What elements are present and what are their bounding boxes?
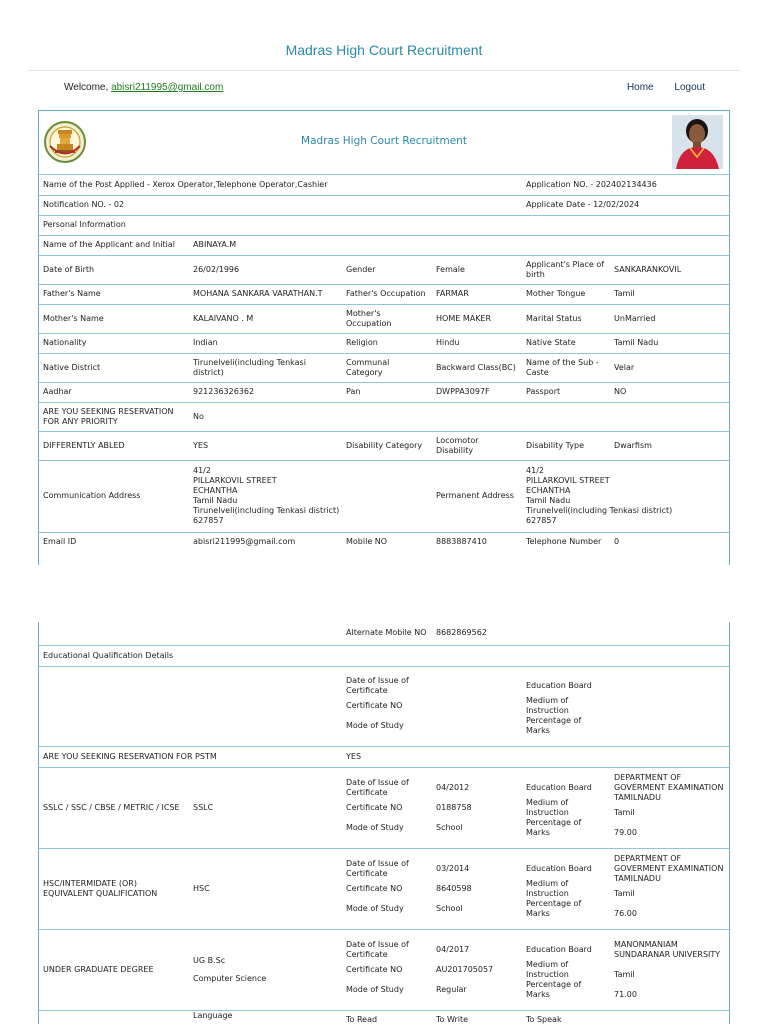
father-value: MOHANA SANKARA VARATHAN.T	[189, 284, 342, 304]
father-occ-value: FARMAR	[432, 284, 522, 304]
to-write-header: To Write	[436, 1015, 469, 1025]
field-label: Medium of Instruction	[526, 878, 569, 898]
field-label: ARE YOU SEEKING RESERVATION FOR PSTM	[39, 746, 342, 767]
alt-mobile-value: 8682869562	[432, 622, 522, 645]
education-course: SSLC	[189, 767, 342, 848]
dis-type-value: Dwarfism	[610, 431, 729, 460]
application-card	[38, 110, 730, 565]
table-row	[39, 532, 729, 552]
table-row	[39, 195, 729, 215]
subcaste-value: Velar	[610, 353, 729, 382]
table-row	[39, 460, 729, 532]
logout-link[interactable]: Logout	[674, 82, 705, 93]
table-row	[39, 848, 729, 929]
field-label: Father's Name	[39, 284, 189, 304]
field-label: Applicant's Place of birth	[522, 255, 610, 284]
state-value: Tamil Nadu	[610, 333, 729, 353]
field-label: Date of Issue of Certificate	[346, 777, 409, 797]
personal-info-table	[39, 175, 729, 552]
education-card	[38, 622, 730, 1024]
top-nav	[609, 82, 705, 93]
date-value: 04/2012	[436, 782, 470, 792]
table-row	[39, 284, 729, 304]
district-value: Tirunelveli(including Tenkasi district)	[189, 353, 342, 382]
section-title: Educational Qualification Details	[39, 645, 729, 666]
home-link[interactable]: Home	[626, 82, 654, 93]
field-label: Gender	[342, 255, 432, 284]
language-label: Language	[193, 1010, 233, 1020]
religion-value: Hindu	[432, 333, 522, 353]
table-row	[39, 1010, 729, 1030]
field-label: Communication Address	[39, 460, 189, 532]
header-divider	[28, 70, 740, 71]
education-table	[39, 622, 729, 1030]
page-title: Madras High Court Recruitment	[285, 42, 483, 58]
priority-value: No	[189, 402, 729, 431]
education-level: UNDER GRADUATE DEGREE	[39, 929, 189, 1010]
application-no: Application NO. - 202402134436	[522, 175, 729, 195]
table-row	[39, 402, 729, 431]
card-title: Madras High Court Recruitment	[301, 135, 467, 147]
education-course: UG B.Sc	[193, 955, 226, 965]
application-date: Applicate Date - 12/02/2024	[522, 195, 729, 215]
table-row	[39, 746, 729, 767]
field-label: Education Board	[526, 863, 592, 873]
field-label: Education Board	[526, 681, 592, 690]
cert-no-value: 8640598	[436, 883, 472, 893]
to-read-header: To Read	[346, 1015, 378, 1025]
telephone-value: 0	[614, 537, 620, 547]
field-label: Telephone Number	[526, 537, 602, 547]
field-label: Education Board	[526, 944, 592, 954]
field-label: Medium of Instruction	[526, 797, 569, 817]
field-label: Date of Birth	[39, 255, 189, 284]
section-title: Personal Information	[39, 215, 729, 235]
community-value: Backward Class(BC)	[432, 353, 522, 382]
education-level: HSC/INTERMIDATE (OR) EQUIVALENT QUALIFICATION	[39, 848, 189, 929]
board-value: MANONMANIAM SUNDARANAR UNIVERSITY	[614, 939, 721, 959]
field-label: Permanent Address	[432, 460, 522, 532]
field-label: Pan	[342, 382, 432, 402]
field-label: Name of the Sub - Caste	[522, 353, 610, 382]
field-label: Aadhar	[39, 382, 189, 402]
table-row	[39, 255, 729, 284]
disabled-value: YES	[189, 431, 342, 460]
table-row	[39, 645, 729, 666]
tongue-value: Tamil	[610, 284, 729, 304]
field-label: Percentage of Marks	[526, 716, 582, 735]
field-label: Percentage of Marks	[526, 898, 582, 918]
to-speak-header: To Speak	[526, 1015, 562, 1025]
field-label: Nationality	[39, 333, 189, 353]
field-label: DIFFERENTLY ABLED	[39, 431, 189, 460]
education-specialisation: Computer Science	[193, 973, 267, 983]
mobile-value: 8883887410	[436, 537, 487, 547]
table-row	[39, 175, 729, 195]
table-row	[39, 235, 729, 255]
table-row	[39, 622, 729, 645]
card-banner	[39, 111, 729, 175]
place-birth-value: SANKARANKOVIL	[610, 255, 729, 284]
table-row	[39, 767, 729, 848]
field-label: Father's Occupation	[342, 284, 432, 304]
user-email-link[interactable]: abisri211995@gmail.com	[111, 82, 224, 93]
date-value: 03/2014	[436, 863, 470, 873]
field-label: Medium of Instruction	[526, 696, 569, 715]
cert-no-value: 0188758	[436, 802, 472, 812]
marital-value: UnMarried	[610, 304, 729, 333]
field-label: Certificate NO	[346, 701, 403, 710]
field-label: ARE YOU SEEKING RESERVATION FOR ANY PRIORITY	[39, 402, 189, 431]
field-label: Mother Tongue	[522, 284, 610, 304]
table-row	[39, 333, 729, 353]
percentage-value: 71.00	[614, 989, 637, 999]
field-label: Disability Type	[522, 431, 610, 460]
mother-occ-value: HOME MAKER	[432, 304, 522, 333]
board-value: DEPARTMENT OF GOVERMENT EXAMINATION TAMILNADU	[614, 772, 724, 802]
medium-value: Tamil	[614, 888, 635, 898]
dis-cat-value: Locomotor Disability	[432, 431, 522, 460]
field-label: Marital Status	[522, 304, 610, 333]
mother-value: KALAIVANO . M	[189, 304, 342, 333]
table-row	[39, 304, 729, 333]
field-label: Mode of Study	[346, 984, 404, 994]
pstm-value: YES	[342, 746, 729, 767]
education-level: SSLC / SSC / CBSE / METRIC / ICSE	[39, 767, 189, 848]
medium-value: Tamil	[614, 969, 635, 979]
table-row	[39, 215, 729, 235]
welcome-prefix: Welcome,	[64, 82, 109, 93]
field-label: Certificate NO	[346, 964, 403, 974]
field-label: Date of Issue of Certificate	[346, 676, 409, 695]
field-label: Medium of Instruction	[526, 959, 569, 979]
mode-value: School	[436, 903, 463, 913]
mode-value: Regular	[436, 984, 467, 994]
field-label: Disability Category	[342, 431, 432, 460]
board-value: DEPARTMENT OF GOVERMENT EXAMINATION TAMILNADU	[614, 853, 724, 883]
percentage-value: 76.00	[614, 908, 637, 918]
field-label: Mode of Study	[346, 822, 404, 832]
field-label: Mother's Occupation	[342, 304, 432, 333]
gender-value: Female	[432, 255, 522, 284]
welcome-text	[64, 82, 223, 93]
field-label: Native District	[39, 353, 189, 382]
field-label: Date of Issue of Certificate	[346, 939, 409, 959]
field-label: Name of the Applicant and Initial	[39, 235, 189, 255]
mode-value: School	[436, 822, 463, 832]
cert-no-value: AU201705057	[436, 964, 494, 974]
dob-value: 26/02/1996	[189, 255, 342, 284]
field-label: Religion	[342, 333, 432, 353]
table-row	[39, 929, 729, 1010]
field-label: Certificate NO	[346, 883, 403, 893]
field-label: Certificate NO	[346, 802, 403, 812]
permanent-address: 41/2 PILLARKOVIL STREET ECHANTHA Tamil Nadu Tirunelveli(including Tenkasi district) 627857	[522, 460, 729, 532]
pan-value: DWPPA3097F	[432, 382, 522, 402]
table-row	[39, 431, 729, 460]
field-label: Mode of Study	[346, 903, 404, 913]
percentage-value: 79.00	[614, 827, 637, 837]
notification-no: Notification NO. - 02	[39, 195, 522, 215]
field-label: Communal Category	[342, 353, 432, 382]
table-row	[39, 353, 729, 382]
field-label: Native State	[522, 333, 610, 353]
field-label: Date of Issue of Certificate	[346, 858, 409, 878]
communication-address: 41/2 PILLARKOVIL STREET ECHANTHA Tamil Nadu Tirunelveli(including Tenkasi district) 627857	[189, 460, 432, 532]
medium-value: Tamil	[614, 807, 635, 817]
field-label: Email ID	[43, 537, 77, 547]
field-label: Percentage of Marks	[526, 979, 582, 999]
date-value: 04/2017	[436, 944, 470, 954]
field-label: Mobile NO	[346, 537, 388, 547]
education-course: HSC	[189, 848, 342, 929]
field-label: Alternate Mobile NO	[342, 622, 432, 645]
post-applied: Name of the Post Applied - Xerox Operator,Telephone Operator,Cashier	[39, 175, 522, 195]
table-row	[39, 666, 729, 746]
nationality-value: Indian	[189, 333, 342, 353]
field-label: Mother's Name	[39, 304, 189, 333]
passport-value: NO	[610, 382, 729, 402]
applicant-name: ABINAYA.M	[189, 235, 729, 255]
table-row	[39, 382, 729, 402]
aadhar-value: 921236326362	[189, 382, 342, 402]
field-label: Education Board	[526, 782, 592, 792]
email-value: abisri211995@gmail.com	[193, 537, 296, 547]
field-label: Mode of Study	[346, 721, 404, 730]
applicant-photo	[672, 115, 723, 169]
field-label: Percentage of Marks	[526, 817, 582, 837]
field-label: Passport	[522, 382, 610, 402]
